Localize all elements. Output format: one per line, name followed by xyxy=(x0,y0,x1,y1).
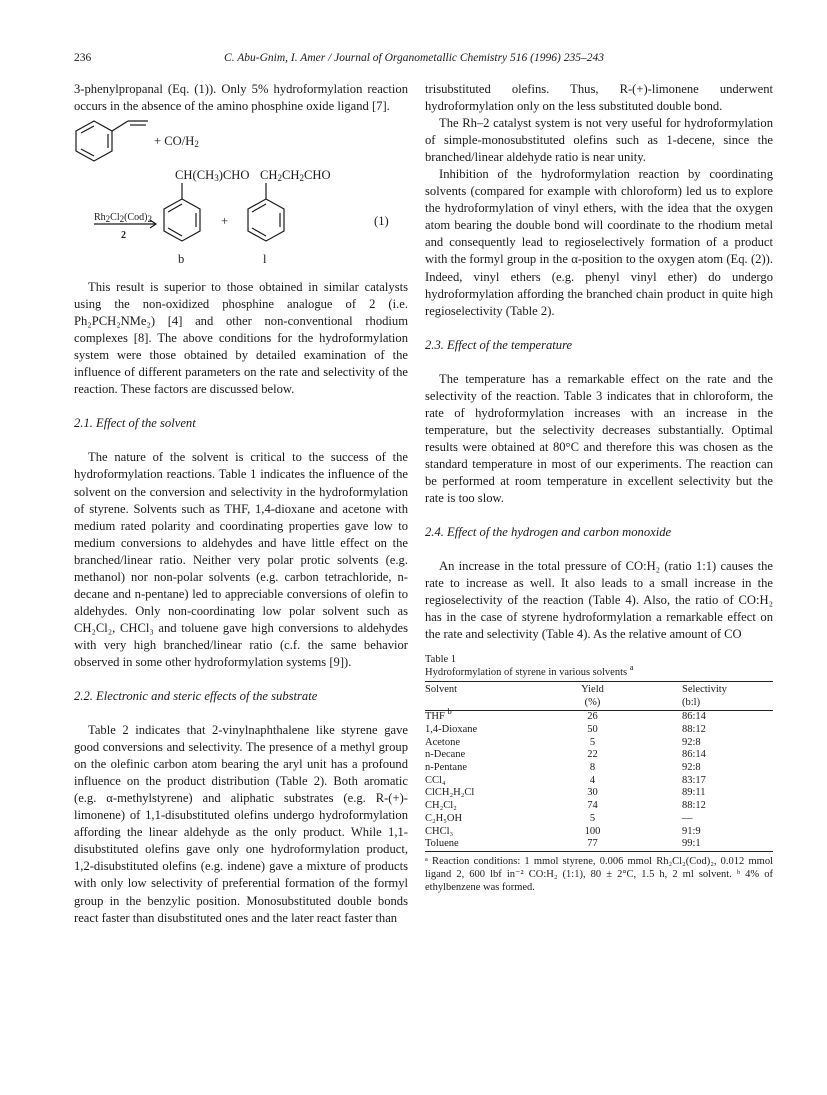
section-heading-2-2: 2.2. Electronic and steric effects of the substrate xyxy=(74,689,318,704)
cell-solvent: Acetone xyxy=(425,736,460,748)
equation-number: (1) xyxy=(374,214,389,229)
cell-yield: 74 xyxy=(587,800,598,812)
vinyl-bond xyxy=(112,121,128,131)
cell-selectivity: 83:17 xyxy=(682,774,706,786)
header-yield: Yield (%) xyxy=(581,684,604,708)
catalyst-label: Rh2Cl2(Cod)2 xyxy=(94,212,152,225)
plus-sign: + xyxy=(221,214,229,229)
header-selectivity: Selectivity (b:l) xyxy=(682,684,727,708)
page-number: 236 xyxy=(74,52,92,64)
cell-selectivity: 89:11 xyxy=(682,787,706,799)
cell-selectivity: 99:1 xyxy=(682,838,701,850)
cell-selectivity: 88:12 xyxy=(682,800,706,812)
cell-yield: 50 xyxy=(587,723,598,735)
cell-selectivity: 86:14 xyxy=(682,749,706,761)
product-b-benzene-ring xyxy=(164,199,200,241)
section-heading-2-3: 2.3. Effect of the temperature xyxy=(425,337,573,352)
styrene-benzene-ring xyxy=(76,121,112,161)
cell-selectivity: 86:14 xyxy=(682,711,706,723)
section-heading-2-4: 2.4. Effect of the hydrogen and carbon monoxide xyxy=(425,525,672,540)
cell-solvent: n-Decane xyxy=(425,749,466,761)
paragraph: The Rh–2 catalyst system is not very useful for hydroformylation of simple-monosubstituted olefins such as 1-decene, since the branched/linear aldehyde ratio is near unity. xyxy=(425,116,773,165)
paragraph: The temperature has a remarkable effect on the rate and the selectivity of the reaction. Table 3 indicates that in chloroform, the rate of hydroformylation increases with an increase in the temperature, but the selectivity decreases substantially. Optimal results were obtained at 80°C and therefore this was chosen as the standard temperature in most of our experiments. The reaction can be performed at room temperature in excellent selectivity but the rate is too slow. xyxy=(425,371,773,505)
table-row xyxy=(425,762,773,775)
reaction-scheme-drawing xyxy=(74,117,408,275)
table-1 xyxy=(425,653,773,894)
paragraph: trisubstituted olefins. Thus, R-(+)-limonene underwent hydroformylation only on the less substituted double bond. xyxy=(425,82,773,114)
cell-yield: 5 xyxy=(589,736,596,748)
paragraph: This result is superior to those obtained in similar catalysts using the non-oxidized phosphine analogue of 2 (i.e. Ph₂PCH₂NMe₂) [4] and other non-conventional rhodium complexes [8]. The above conditions for the hydroformylation system were those obtained by detailed examination of the influence of different parameters on the rate and selectivity of the reaction. These factors are discussed below. xyxy=(74,280,408,397)
cell-solvent: CCl₄ xyxy=(425,774,446,786)
cell-selectivity: 92:8 xyxy=(682,736,701,748)
cell-yield: 77 xyxy=(587,838,598,850)
table-row xyxy=(425,800,773,813)
reaction-scheme-eq1 xyxy=(74,117,408,275)
paragraph: The nature of the solvent is critical to the success of the hydroformylation reactions. Table 1 indicates the influence of the solvent on the conversion and selectivity in the hydroformylation of styrene. Solvents such as THF, 1,4-dioxane and acetone with medium rated polarity and coordinating properties gave low to medium conversions to aldehydes and have little effect on the branched/linear ratio. Neither very polar protic solvents (e.g. methanol) nor non-polar solvents (e.g. carbon tetrachloride, n-decane and n-pentane) led to appreciable conversions of olefin to aldehydes. Only non-coordinating low polar solvent such as CH₂Cl₂, CHCl₃ and toluene gave high conversions to aldehydes with very high branched/linear ratio (c.f. the same behavior observed in some other hydroformylation systems [9]). xyxy=(74,450,408,669)
product-l-group: $CH_2CH_2CHO$ xyxy=(260,168,331,184)
paragraph: Table 2 indicates that 2-vinylnaphthalene like styrene gave good conversions and selectivity. The presence of a methyl group on the olefinic carbon atom bearing the aryl unit has a profound influence on the product distribution (Table 2). Both aromatic (e.g. α-methylstyrene) and aliphatic substrates (e.g. R-(+)-limonene) of 1,1-disubstituted olefins undergo hydroformylation affording the linear aldehyde as the only product. While 1,1-disubstituted olefins gave only one hydroformylation product, 1,2-disubstituted olefins (e.g. indene) gave a mixture of products with only low selectivity of preferential formation of the formyl group in the benzylic position. Monosubstituted double bonds react faster than disubstituted ones and the later react faster than xyxy=(74,723,408,925)
cell-selectivity: 91:9 xyxy=(682,825,701,837)
cell-solvent: C₂H₅OH xyxy=(425,812,463,824)
paragraph: Inhibition of the hydroformylation reaction by coordinating solvents (compared for example with chloroform) led us to explore the hydroformylation of vinyl ethers, with the idea that the oxygen atom bearing the double bond will coordinate to the rhodium metal and consequently lead to regioselectively formation of a product with the formyl group in the α-position to the oxygen atom (Eq. (2)). Indeed, vinyl ethers (e.g. phenyl vinyl ether) do undergo hydroformylation affording the branched chain product in quite high regioselectivity (Table 2). xyxy=(425,167,773,318)
cell-yield: 26 xyxy=(587,711,598,723)
table-row xyxy=(425,826,773,839)
product-b-label: b xyxy=(178,252,185,267)
right-column xyxy=(425,81,773,894)
product-l-label: l xyxy=(263,252,267,267)
table-row xyxy=(425,813,773,826)
left-column xyxy=(74,81,408,927)
product-b-group: $CH(CH_3)CHO$ xyxy=(175,168,250,184)
cell-yield: 22 xyxy=(587,749,598,761)
table-row xyxy=(425,749,773,762)
cell-solvent: CHCl₃ xyxy=(425,825,454,837)
table-row xyxy=(425,838,773,851)
table-footnote: ᵃ Reaction conditions: 1 mmol styrene, 0.006 mmol Rh₂Cl₂(Cod)₂, 0.012 mmol ligand 2, 600 lbf in⁻² CO:H₂ (1:1), 80 ± 2°C, 1.5 h, 2 ml solvent. ᵇ 4% of ethylbenzene was formed. xyxy=(425,856,773,893)
cell-solvent: Toluene xyxy=(425,838,459,850)
cell-yield: 30 xyxy=(587,787,598,799)
table-label: Table 1 xyxy=(425,654,457,666)
section-heading-2-1: 2.1. Effect of the solvent xyxy=(74,416,196,431)
running-title: C. Abu-Gnim, I. Amer / Journal of Organometallic Chemistry 516 (1996) 235–243 xyxy=(224,52,604,64)
cell-solvent: ClCH₂H₂Cl xyxy=(425,787,475,799)
table-row xyxy=(425,724,773,737)
solvent-table xyxy=(425,681,773,852)
table-header-row xyxy=(425,682,773,711)
table-row xyxy=(425,787,773,800)
ligand-label: 2 xyxy=(121,230,126,242)
paragraph: An increase in the total pressure of CO:H₂ (ratio 1:1) causes the rate to increase as well. It also leads to a small increase in the regioselectivity of the reaction (Table 4). Also, the ratio of CO:H₂ has in the case of styrene hydroformylation a remarkable effect on the rate and selectivity (Table 4). As the relative amount of CO xyxy=(425,559,773,642)
table-row xyxy=(425,775,773,788)
header-solvent: Solvent xyxy=(425,684,458,696)
table-row xyxy=(425,711,773,724)
cell-yield: 4 xyxy=(589,774,596,786)
cell-solvent: 1,4-Dioxane xyxy=(425,723,478,735)
intro-paragraph: 3-phenylpropanal (Eq. (1)). Only 5% hydroformylation reaction occurs in the absence of the amino phosphine oxide ligand [7]. xyxy=(74,82,408,114)
cell-selectivity: 88:12 xyxy=(682,723,706,735)
cell-selectivity: — xyxy=(682,812,693,824)
cell-solvent: THF $^b$ xyxy=(425,706,452,723)
table-row xyxy=(425,737,773,750)
cell-yield: 5 xyxy=(589,812,596,824)
table-title: Hydroformylation of styrene in various solvents $^a$ xyxy=(425,662,634,679)
product-l-benzene-ring xyxy=(248,199,284,241)
cell-selectivity: 92:8 xyxy=(682,762,701,774)
cell-solvent: n-Pentane xyxy=(425,762,467,774)
reactant-label: + $CO/H_2$ xyxy=(154,134,199,150)
cell-solvent: CH₂Cl₂ xyxy=(425,800,457,812)
cell-yield: 8 xyxy=(589,762,596,774)
cell-yield: 100 xyxy=(584,825,601,837)
